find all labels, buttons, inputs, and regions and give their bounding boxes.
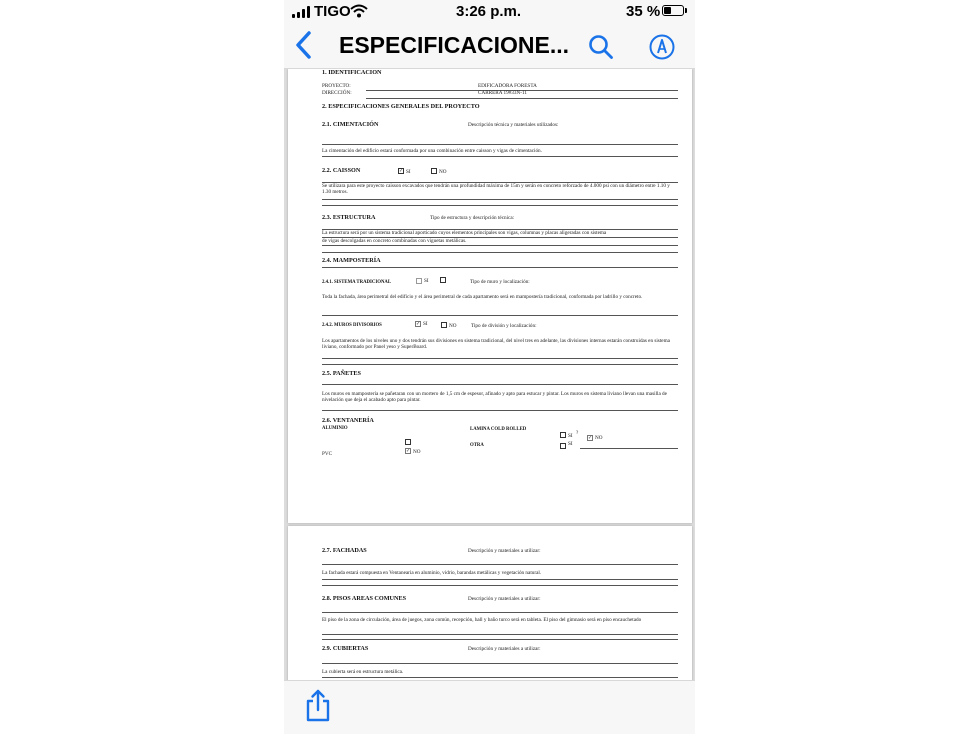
- divider: [322, 384, 678, 385]
- divider: [322, 252, 678, 253]
- otra-si-label: SI: [568, 441, 573, 447]
- caisson-no-checkbox[interactable]: [431, 168, 437, 174]
- bottom-toolbar: [284, 680, 695, 734]
- divider: [322, 315, 678, 316]
- divider: [322, 612, 678, 613]
- battery-percent: 35 %: [626, 3, 661, 20]
- section-cubiertas: 2.9. CUBIERTAS: [322, 645, 369, 652]
- muros-no-label: NO: [449, 323, 457, 329]
- tradicional-text: Toda la fachada, área perimetral del edificio y el área perimetral de cada apartamento será en mampostería tradicional, conformada por ladrillo y concreto.: [322, 294, 643, 300]
- divider: [322, 634, 678, 635]
- aluminio-label: ALUMINIO: [322, 426, 348, 431]
- section-sistema-tradicional: 2.4.1. SISTEMA TRADICIONAL: [322, 280, 392, 285]
- divider: [366, 98, 678, 99]
- navigation-bar: [284, 24, 695, 69]
- divider: [322, 199, 678, 200]
- document-title: ESPECIFICACIONE...: [339, 32, 570, 58]
- section-mamposteria: 2.4. MAMPOSTERÍA: [322, 257, 381, 264]
- phone-screen: [284, 0, 695, 734]
- divider: [322, 663, 678, 664]
- status-bar: [284, 0, 695, 24]
- lamina-no-checkbox[interactable]: ✓: [588, 436, 593, 441]
- divider: [322, 205, 678, 206]
- cubiertas-text: La cubierta será en estructura metálica.: [322, 669, 404, 675]
- otra-si-checkbox[interactable]: [560, 443, 566, 449]
- panetes-text: Los muros en mampostería se pañetaran con un mortero de 1,5 cm de espesor, afinado y apto para estucar y pintar. Los muros en sistema liviano llevan una masilla de nivelación que deja el acabado apto para pintar.: [322, 391, 667, 403]
- cellular-signal-icon: [292, 6, 310, 18]
- muros-desc-label: Tipo de división y localización:: [471, 323, 537, 329]
- divider: [322, 585, 678, 586]
- section-identificacion: 1. IDENTIFICACION: [322, 69, 382, 76]
- divider: [322, 639, 678, 640]
- section-estructura: 2.3. ESTRUCTURA: [322, 214, 376, 221]
- divider: [322, 579, 678, 580]
- muros-si-checkbox[interactable]: ✓: [416, 322, 421, 327]
- divider: [322, 358, 678, 359]
- clock: 3:26 p.m.: [456, 3, 522, 20]
- muros-text: Los apartamentos de los niveles uno y dos tendrán sus divisiones en sistema tradicional, del nivel tres en adelante, las divisiones internas estarán construidas en sistema liviano, conformado por Panel yeso y SuperBoard.: [322, 338, 670, 350]
- tradicional-si-label: SI: [424, 278, 429, 284]
- carrier-name: TIGO: [314, 3, 351, 20]
- chevron-left-icon[interactable]: [292, 30, 316, 60]
- section-caisson: 2.2. CAISSON: [322, 167, 361, 174]
- pisos-desc-label: Descripción y materiales a utilizar:: [468, 596, 541, 602]
- section-muros-divisorios: 2.4.2. MUROS DIVISORIOS: [322, 323, 382, 328]
- divider: [322, 156, 678, 157]
- cimentacion-desc-label: Descripción técnica y materiales utilizados:: [468, 122, 559, 128]
- divider: [322, 677, 678, 678]
- lamina-label: LAMINA COLD ROLLED: [470, 427, 527, 432]
- caisson-si-checkbox[interactable]: ✓: [399, 169, 404, 174]
- aluminio-checkbox[interactable]: [405, 439, 411, 445]
- divider: [322, 144, 678, 145]
- proyecto-value: EDIFICADORA FORESTA: [478, 83, 537, 89]
- otra-label: OTRA: [470, 443, 484, 448]
- otra-input-line: [580, 448, 678, 449]
- wifi-icon: [350, 4, 368, 18]
- battery-icon: [662, 5, 684, 16]
- divider: [322, 364, 678, 365]
- lamina-si-label: SI: [568, 433, 573, 439]
- share-icon[interactable]: [304, 689, 332, 723]
- pdf-viewer[interactable]: [284, 69, 695, 680]
- direccion-value: CARRERA 19#33N-11: [478, 90, 527, 96]
- section-panetes: 2.5. PAÑETES: [322, 370, 361, 377]
- direccion-label: DIRECCIÓN:: [322, 90, 352, 96]
- pvc-no-label: NO: [413, 449, 421, 455]
- divider: [322, 410, 678, 411]
- pisos-text: El piso de la zona de circulación, área de juegos, zona común, recepción, hall y baño turco será en tableta. El piso del gimnasio será en piso encauchetado: [322, 617, 642, 623]
- lamina-no-label: NO: [595, 435, 603, 441]
- cimentacion-text: La cimentación del edificio estará conformada por una combinación entre caisson y vigas de cimentación.: [322, 148, 542, 154]
- cubiertas-desc-label: Descripción y materiales a utilizar:: [468, 646, 541, 652]
- estructura-text-line2: de vigas descolgadas en concreto combinadas con viguetas metálicas.: [322, 238, 467, 244]
- caisson-text: Se utilizara para este proyecto caisson excavados que tendrán una profundidad máxima de 15m y serán en concreto reforzado de 4.000 psi con un diámetro entre 1.10 y 1.30 metros.: [322, 183, 670, 195]
- section-cimentacion: 2.1. CIMENTACIÓN: [322, 121, 379, 128]
- proyecto-label: PROYECTO:: [322, 83, 351, 89]
- battery-tip: [685, 8, 687, 13]
- muros-no-checkbox[interactable]: [441, 322, 447, 328]
- divider: [322, 564, 678, 565]
- pdf-page-1: [288, 69, 692, 523]
- estructura-text-line1: La estructura será por un sistema tradicional aporticado cuyos elementos principales son vigas, columnas y placas aligeradas con sistema: [322, 230, 607, 236]
- tradicional-si-checkbox[interactable]: [416, 278, 422, 284]
- tradicional-desc-label: Tipo de muro y localización:: [470, 279, 530, 285]
- estructura-desc-label: Tipo de estructura y descripción técnica:: [430, 215, 515, 221]
- pdf-page-2: [288, 526, 692, 680]
- fachadas-text: La fachada estará compuesta en Ventanearia en aluminio, vidrio, barandas metálicas y vegetación natural.: [322, 570, 542, 576]
- section-fachadas: 2.7. FACHADAS: [322, 547, 367, 554]
- pvc-checkbox[interactable]: ✓: [406, 449, 411, 454]
- fachadas-desc-label: Descripción y materiales a utilizar:: [468, 548, 541, 554]
- search-icon[interactable]: [588, 34, 614, 60]
- muros-si-label: SI: [423, 321, 428, 327]
- markup-pen-icon[interactable]: [649, 34, 675, 60]
- divider: [322, 267, 678, 268]
- caisson-no-label: NO: [439, 169, 447, 175]
- caisson-si-label: SI: [406, 169, 411, 175]
- section-pisos: 2.8. PISOS AREAS COMUNES: [322, 595, 407, 602]
- divider: [322, 245, 678, 246]
- tradicional-no-checkbox[interactable]: [440, 277, 446, 283]
- pvc-label: PVC: [322, 451, 333, 457]
- section-ventaneria: 2.6. VENTANERÍA: [322, 417, 374, 424]
- section-especificaciones: 2. ESPECIFICACIONES GENERALES DEL PROYECTO: [322, 103, 480, 110]
- question-mark: ?: [576, 430, 579, 436]
- lamina-si-checkbox[interactable]: [560, 432, 566, 438]
